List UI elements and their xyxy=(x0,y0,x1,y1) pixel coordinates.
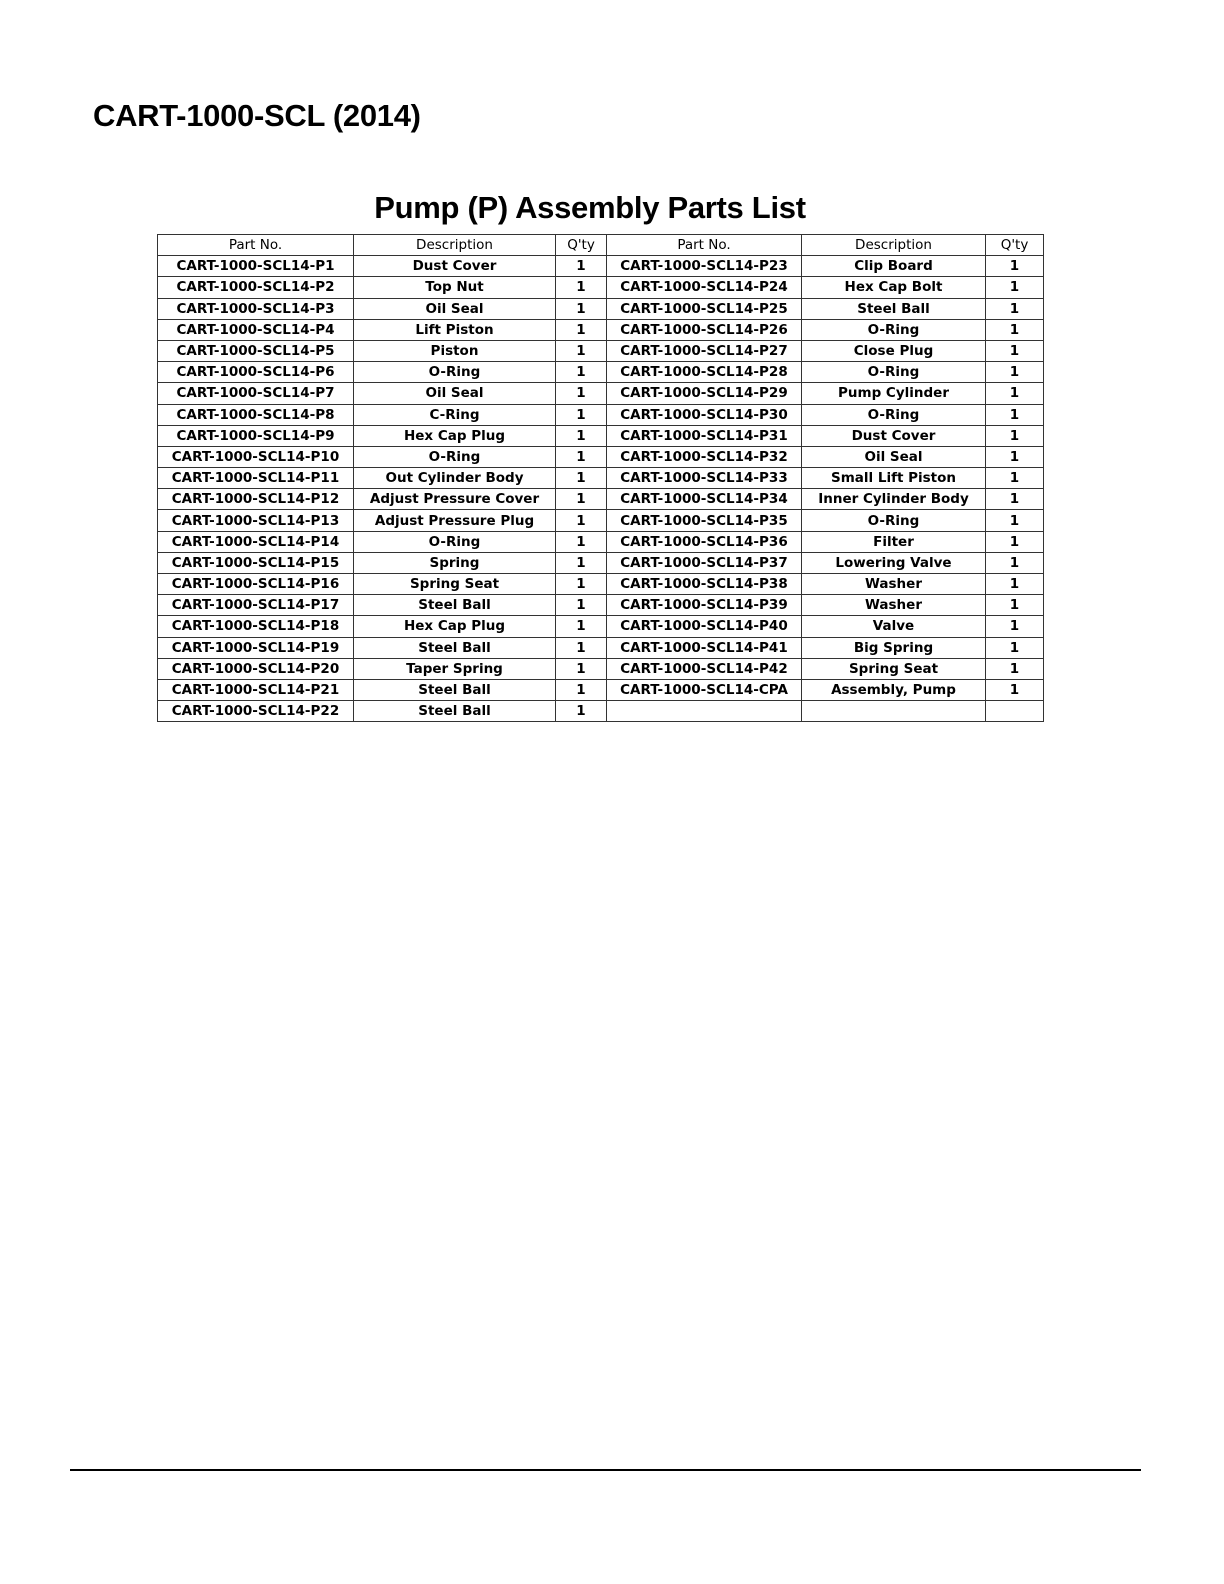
quantity-cell: 1 xyxy=(986,489,1044,510)
table-row xyxy=(158,552,1044,573)
quantity-cell: 1 xyxy=(986,510,1044,531)
description-cell: O-Ring xyxy=(354,362,556,383)
description-cell: C-Ring xyxy=(354,404,556,425)
part-number-cell: CART-1000-SCL14-P40 xyxy=(607,616,802,637)
part-number-cell: CART-1000-SCL14-P30 xyxy=(607,404,802,425)
header-part-no: Part No. xyxy=(607,235,802,256)
part-number-cell: CART-1000-SCL14-P10 xyxy=(158,446,354,467)
table-row xyxy=(158,658,1044,679)
part-number-cell: CART-1000-SCL14-P38 xyxy=(607,574,802,595)
table-row xyxy=(158,425,1044,446)
description-cell: Dust Cover xyxy=(354,256,556,277)
quantity-cell: 1 xyxy=(556,701,607,722)
part-number-cell: CART-1000-SCL14-P41 xyxy=(607,637,802,658)
description-cell: Steel Ball xyxy=(802,298,986,319)
part-number-cell: CART-1000-SCL14-P32 xyxy=(607,446,802,467)
description-cell: Clip Board xyxy=(802,256,986,277)
quantity-cell: 1 xyxy=(556,658,607,679)
quantity-cell: 1 xyxy=(986,340,1044,361)
part-number-cell: CART-1000-SCL14-P42 xyxy=(607,658,802,679)
quantity-cell: 1 xyxy=(986,468,1044,489)
description-cell: O-Ring xyxy=(354,446,556,467)
table-row xyxy=(158,595,1044,616)
part-number-cell: CART-1000-SCL14-CPA xyxy=(607,679,802,700)
table-row xyxy=(158,298,1044,319)
description-cell: Oil Seal xyxy=(354,298,556,319)
description-cell: Steel Ball xyxy=(354,637,556,658)
quantity-cell: 1 xyxy=(986,574,1044,595)
description-cell: O-Ring xyxy=(802,362,986,383)
table-row xyxy=(158,574,1044,595)
description-cell: Hex Cap Plug xyxy=(354,616,556,637)
description-cell: Inner Cylinder Body xyxy=(802,489,986,510)
quantity-cell: 1 xyxy=(986,404,1044,425)
description-cell: Lowering Valve xyxy=(802,552,986,573)
description-cell: O-Ring xyxy=(802,510,986,531)
part-number-cell: CART-1000-SCL14-P17 xyxy=(158,595,354,616)
description-cell: Dust Cover xyxy=(802,425,986,446)
part-number-cell: CART-1000-SCL14-P14 xyxy=(158,531,354,552)
parts-table-body xyxy=(158,256,1044,722)
part-number-cell: CART-1000-SCL14-P1 xyxy=(158,256,354,277)
part-number-cell: CART-1000-SCL14-P13 xyxy=(158,510,354,531)
part-number-cell: CART-1000-SCL14-P21 xyxy=(158,679,354,700)
description-cell: Piston xyxy=(354,340,556,361)
table-header-row xyxy=(158,235,1044,256)
description-cell: Hex Cap Bolt xyxy=(802,277,986,298)
quantity-cell: 1 xyxy=(556,637,607,658)
part-number-cell: CART-1000-SCL14-P16 xyxy=(158,574,354,595)
table-row xyxy=(158,510,1044,531)
table-row xyxy=(158,679,1044,700)
description-cell: O-Ring xyxy=(802,404,986,425)
table-row xyxy=(158,531,1044,552)
part-number-cell: CART-1000-SCL14-P19 xyxy=(158,637,354,658)
table-row xyxy=(158,489,1044,510)
description-cell: Oil Seal xyxy=(802,446,986,467)
description-cell: Lift Piston xyxy=(354,319,556,340)
description-cell: Adjust Pressure Cover xyxy=(354,489,556,510)
part-number-cell: CART-1000-SCL14-P6 xyxy=(158,362,354,383)
description-cell: Hex Cap Plug xyxy=(354,425,556,446)
part-number-cell: CART-1000-SCL14-P3 xyxy=(158,298,354,319)
description-cell: Washer xyxy=(802,574,986,595)
quantity-cell: 1 xyxy=(986,531,1044,552)
part-number-cell: CART-1000-SCL14-P11 xyxy=(158,468,354,489)
part-number-cell: CART-1000-SCL14-P22 xyxy=(158,701,354,722)
header-description: Description xyxy=(354,235,556,256)
quantity-cell: 1 xyxy=(556,468,607,489)
part-number-cell: CART-1000-SCL14-P2 xyxy=(158,277,354,298)
quantity-cell: 1 xyxy=(986,256,1044,277)
part-number-cell: CART-1000-SCL14-P34 xyxy=(607,489,802,510)
part-number-cell: CART-1000-SCL14-P25 xyxy=(607,298,802,319)
description-cell: Valve xyxy=(802,616,986,637)
parts-list-table xyxy=(157,234,1044,722)
part-number-cell: CART-1000-SCL14-P37 xyxy=(607,552,802,573)
quantity-cell: 1 xyxy=(986,277,1044,298)
table-row xyxy=(158,362,1044,383)
quantity-cell: 1 xyxy=(986,319,1044,340)
document-title: CART-1000-SCL (2014) xyxy=(93,98,421,133)
table-row xyxy=(158,446,1044,467)
description-cell: Assembly, Pump xyxy=(802,679,986,700)
quantity-cell: 1 xyxy=(556,510,607,531)
table-row xyxy=(158,383,1044,404)
quantity-cell: 1 xyxy=(556,404,607,425)
quantity-cell: 1 xyxy=(556,256,607,277)
description-cell: Filter xyxy=(802,531,986,552)
header-qty: Q'ty xyxy=(986,235,1044,256)
description-cell: Adjust Pressure Plug xyxy=(354,510,556,531)
description-cell: Oil Seal xyxy=(354,383,556,404)
quantity-cell: 1 xyxy=(986,425,1044,446)
description-cell: Washer xyxy=(802,595,986,616)
quantity-cell: 1 xyxy=(986,637,1044,658)
part-number-cell: CART-1000-SCL14-P23 xyxy=(607,256,802,277)
description-cell: Steel Ball xyxy=(354,595,556,616)
section-title: Pump (P) Assembly Parts List xyxy=(374,190,806,225)
quantity-cell: 1 xyxy=(986,658,1044,679)
quantity-cell: 1 xyxy=(986,616,1044,637)
part-number-cell: CART-1000-SCL14-P4 xyxy=(158,319,354,340)
quantity-cell: 1 xyxy=(986,298,1044,319)
part-number-cell xyxy=(607,701,802,722)
quantity-cell: 1 xyxy=(556,574,607,595)
table-row xyxy=(158,701,1044,722)
part-number-cell: CART-1000-SCL14-P20 xyxy=(158,658,354,679)
quantity-cell: 1 xyxy=(556,383,607,404)
description-cell: Spring Seat xyxy=(802,658,986,679)
part-number-cell: CART-1000-SCL14-P35 xyxy=(607,510,802,531)
footer-divider xyxy=(70,1469,1141,1471)
quantity-cell: 1 xyxy=(556,531,607,552)
part-number-cell: CART-1000-SCL14-P26 xyxy=(607,319,802,340)
table-row xyxy=(158,256,1044,277)
part-number-cell: CART-1000-SCL14-P7 xyxy=(158,383,354,404)
quantity-cell: 1 xyxy=(986,552,1044,573)
part-number-cell: CART-1000-SCL14-P27 xyxy=(607,340,802,361)
table-row xyxy=(158,404,1044,425)
quantity-cell xyxy=(986,701,1044,722)
part-number-cell: CART-1000-SCL14-P12 xyxy=(158,489,354,510)
description-cell: Taper Spring xyxy=(354,658,556,679)
header-description: Description xyxy=(802,235,986,256)
quantity-cell: 1 xyxy=(556,277,607,298)
quantity-cell: 1 xyxy=(556,616,607,637)
description-cell: Big Spring xyxy=(802,637,986,658)
table-row xyxy=(158,277,1044,298)
description-cell: Spring xyxy=(354,552,556,573)
part-number-cell: CART-1000-SCL14-P18 xyxy=(158,616,354,637)
description-cell: Top Nut xyxy=(354,277,556,298)
part-number-cell: CART-1000-SCL14-P29 xyxy=(607,383,802,404)
quantity-cell: 1 xyxy=(556,552,607,573)
quantity-cell: 1 xyxy=(556,679,607,700)
description-cell: O-Ring xyxy=(354,531,556,552)
part-number-cell: CART-1000-SCL14-P28 xyxy=(607,362,802,383)
part-number-cell: CART-1000-SCL14-P24 xyxy=(607,277,802,298)
description-cell: O-Ring xyxy=(802,319,986,340)
quantity-cell: 1 xyxy=(556,489,607,510)
part-number-cell: CART-1000-SCL14-P5 xyxy=(158,340,354,361)
table-row xyxy=(158,340,1044,361)
description-cell: Out Cylinder Body xyxy=(354,468,556,489)
description-cell: Steel Ball xyxy=(354,701,556,722)
quantity-cell: 1 xyxy=(986,679,1044,700)
quantity-cell: 1 xyxy=(556,446,607,467)
part-number-cell: CART-1000-SCL14-P15 xyxy=(158,552,354,573)
part-number-cell: CART-1000-SCL14-P8 xyxy=(158,404,354,425)
table-row xyxy=(158,468,1044,489)
table-row xyxy=(158,319,1044,340)
description-cell: Close Plug xyxy=(802,340,986,361)
description-cell: Pump Cylinder xyxy=(802,383,986,404)
description-cell xyxy=(802,701,986,722)
quantity-cell: 1 xyxy=(986,595,1044,616)
description-cell: Steel Ball xyxy=(354,679,556,700)
part-number-cell: CART-1000-SCL14-P39 xyxy=(607,595,802,616)
part-number-cell: CART-1000-SCL14-P36 xyxy=(607,531,802,552)
part-number-cell: CART-1000-SCL14-P33 xyxy=(607,468,802,489)
description-cell: Spring Seat xyxy=(354,574,556,595)
quantity-cell: 1 xyxy=(556,595,607,616)
quantity-cell: 1 xyxy=(556,362,607,383)
part-number-cell: CART-1000-SCL14-P31 xyxy=(607,425,802,446)
quantity-cell: 1 xyxy=(556,298,607,319)
quantity-cell: 1 xyxy=(986,362,1044,383)
description-cell: Small Lift Piston xyxy=(802,468,986,489)
table-row xyxy=(158,616,1044,637)
quantity-cell: 1 xyxy=(556,425,607,446)
quantity-cell: 1 xyxy=(556,340,607,361)
header-part-no: Part No. xyxy=(158,235,354,256)
quantity-cell: 1 xyxy=(986,446,1044,467)
quantity-cell: 1 xyxy=(556,319,607,340)
part-number-cell: CART-1000-SCL14-P9 xyxy=(158,425,354,446)
header-qty: Q'ty xyxy=(556,235,607,256)
quantity-cell: 1 xyxy=(986,383,1044,404)
table-row xyxy=(158,637,1044,658)
